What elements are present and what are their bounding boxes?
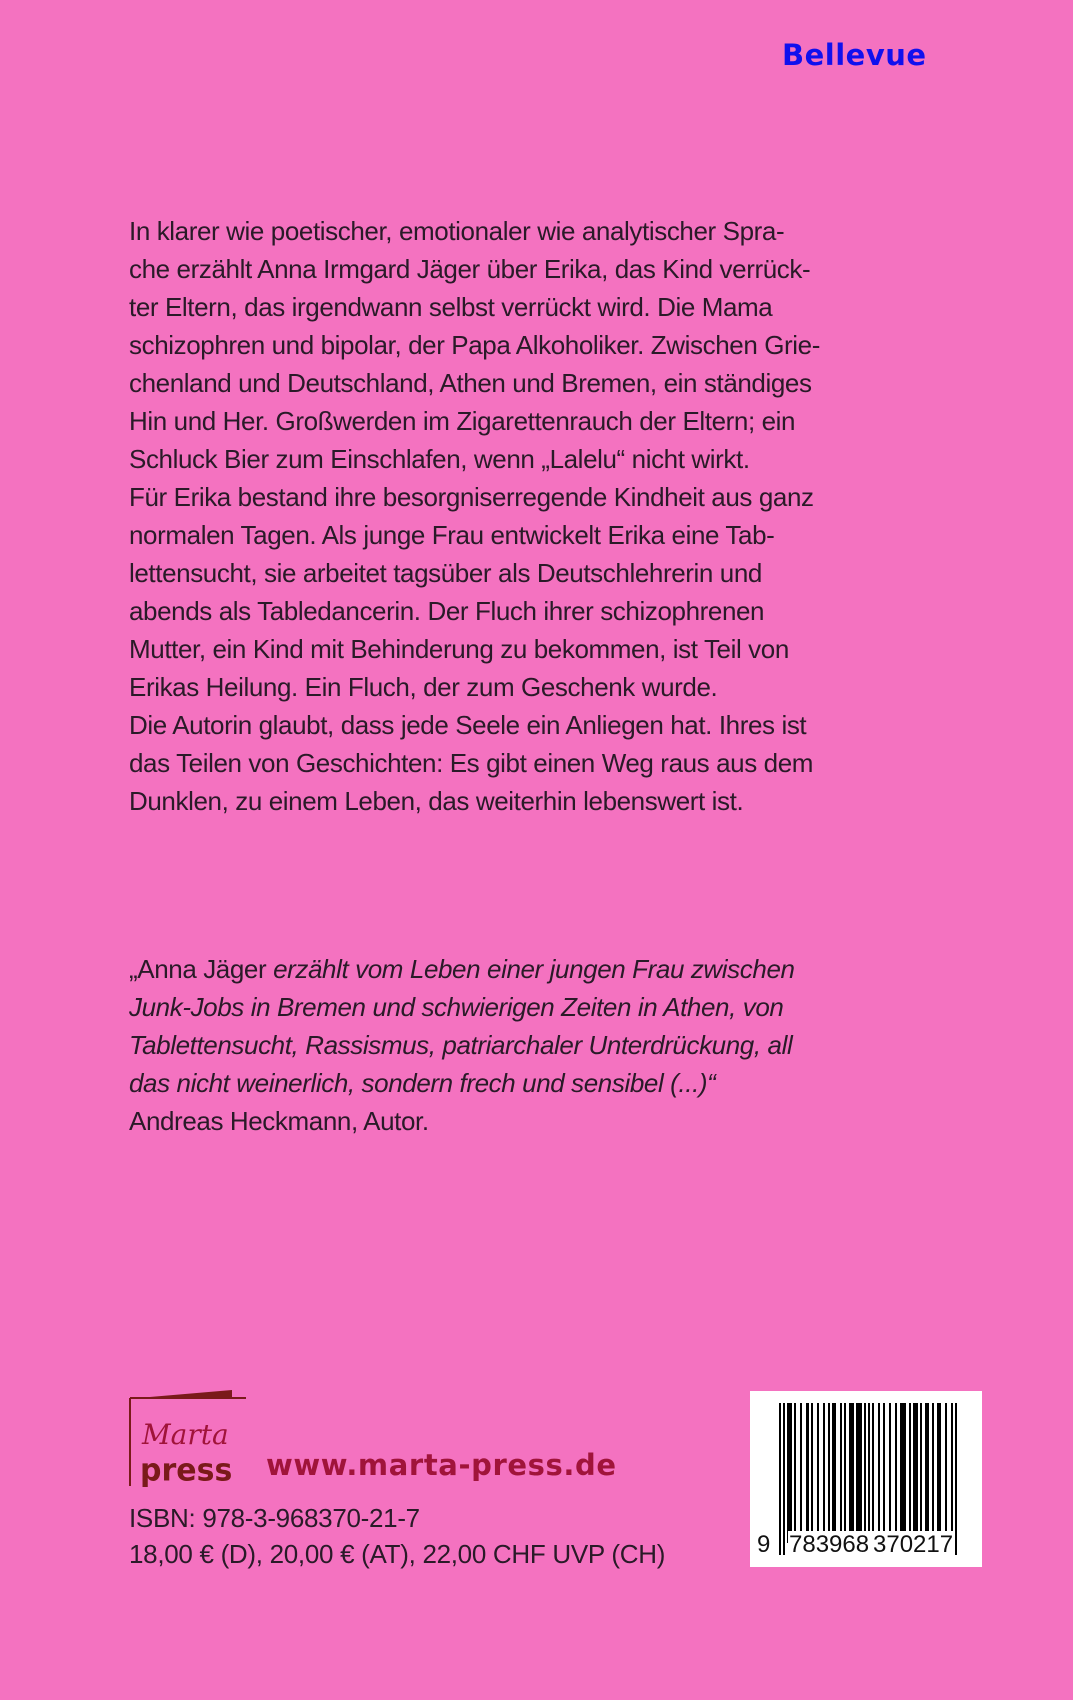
blurb-line: Für Erika bestand ihre besorgniserregende Kindheit aus ganz — [129, 482, 814, 512]
publisher-logo — [128, 1388, 248, 1488]
quote-italic: Junk-Jobs in Bremen und schwierigen Zeiten in Athen, von — [129, 992, 784, 1022]
blurb-line: das Teilen von Geschichten: Es gibt einen Weg raus aus dem — [129, 748, 814, 778]
blurb-line: Die Autorin glaubt, dass jede Seele ein Anliegen hat. Ihres ist — [129, 710, 807, 740]
publisher-url[interactable]: www.marta-press.de — [266, 1448, 617, 1482]
quote-line — [129, 950, 959, 988]
book-info — [129, 1500, 665, 1572]
quote-lead: „Anna Jäger — [129, 954, 274, 984]
series-label: Bellevue — [782, 38, 927, 72]
blurb-line: schizophren und bipolar, der Papa Alkoholiker. Zwischen Grie- — [129, 330, 820, 360]
logo-press-text: press — [140, 1451, 233, 1488]
blurb-line: In klarer wie poetischer, emotionaler wie analytischer Spra- — [129, 216, 785, 246]
barcode-digits-right: 370217 — [873, 1531, 954, 1558]
blurb-line: chenland und Deutschland, Athen und Bremen, ein ständiges — [129, 368, 812, 398]
review-quote — [129, 950, 959, 1140]
blurb-text — [129, 212, 959, 820]
blurb-line: Hin und Her. Großwerden im Zigarettenrauch der Eltern; ein — [129, 406, 796, 436]
quote-attribution: Andreas Heckmann, Autor. — [129, 1106, 429, 1136]
blurb-line: ter Eltern, das irgendwann selbst verrückt wird. Die Mama — [129, 292, 773, 322]
blurb-line: abends als Tabledancerin. Der Fluch ihrer schizophrenen — [129, 596, 765, 626]
logo-marta-text: Marta — [142, 1418, 229, 1451]
barcode-digit-first: 9 — [757, 1531, 771, 1558]
quote-line — [129, 988, 959, 1026]
price-info: 18,00 € (D), 20,00 € (AT), 22,00 CHF UVP (CH) — [129, 1539, 666, 1569]
quote-italic: erzählt vom Leben einer jungen Frau zwischen — [273, 954, 795, 984]
quote-line — [129, 1026, 959, 1064]
blurb-line: Mutter, ein Kind mit Behinderung zu bekommen, ist Teil von — [129, 634, 789, 664]
marta-press-logo-icon — [128, 1388, 248, 1488]
quote-italic: Tablettensucht, Rassismus, patriarchaler Unterdrückung, all — [129, 1030, 793, 1060]
isbn-barcode — [750, 1391, 982, 1567]
blurb-line: lettensucht, sie arbeitet tagsüber als Deutschlehrerin und — [129, 558, 762, 588]
blurb-line: Schluck Bier zum Einschlafen, wenn „Lalelu“ nicht wirkt. — [129, 444, 750, 474]
blurb-line: Dunklen, zu einem Leben, das weiterhin lebenswert ist. — [129, 786, 744, 816]
blurb-line: che erzählt Anna Irmgard Jäger über Erika, das Kind verrück- — [129, 254, 811, 284]
isbn-number: ISBN: 978-3-968370-21-7 — [129, 1503, 420, 1533]
quote-line — [129, 1064, 959, 1102]
blurb-line: normalen Tagen. Als junge Frau entwickelt Erika eine Tab- — [129, 520, 775, 550]
quote-italic: das nicht weinerlich, sondern frech und sensibel (...)“ — [129, 1068, 716, 1098]
barcode-digits-left: 783968 — [789, 1531, 870, 1558]
blurb-line: Erikas Heilung. Ein Fluch, der zum Geschenk wurde. — [129, 672, 718, 702]
